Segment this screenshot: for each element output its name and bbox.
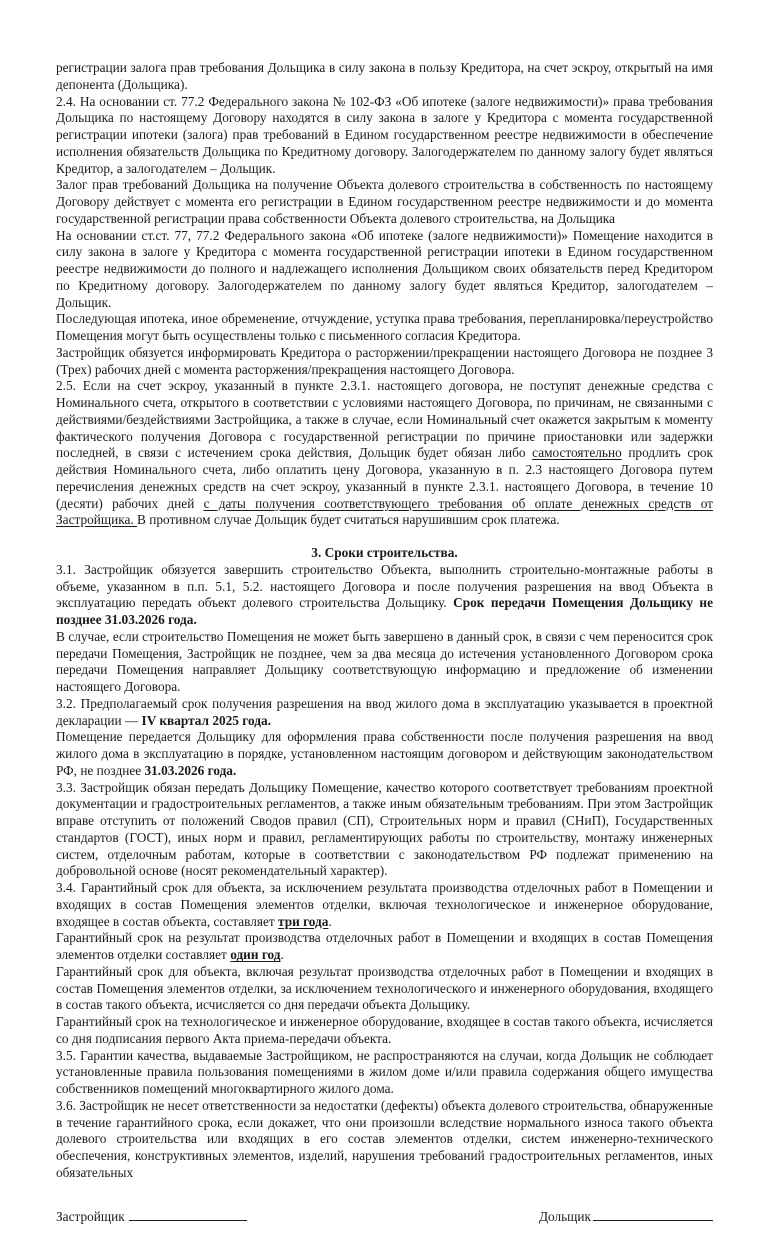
paragraph-finish-warranty xyxy=(56,930,713,964)
underlined-text: с даты получения соответствующего требования об оплате денежных средств от Застройщика. xyxy=(56,495,713,528)
text: продлить срок действия Номинального счета, либо оплатить цену Договора, указанную в п. 2.3 настоящего Договора путем перечисления денежных средств на счет эскроу, указанный в пункте 2.3.1. настоящего Договора, в течение 10 (десяти) рабочих дней xyxy=(56,445,713,511)
text: 3.1. Застройщик обязуется завершить строительство Объекта, выполнить строительно-монтажные работы в объеме, указанном в п.п. 5.1, 5.2. настоящего Договора и после получения разрешения на ввод Объекта в эксплуатацию передать объект долевого строительства Дольщику. xyxy=(56,561,713,611)
developer-label: Застройщик xyxy=(56,1208,125,1224)
text: Помещение передается Дольщику для оформления права собственности после получения разрешения на ввод жилого дома в эксплуатацию в порядке, установленном настоящим договором и действующим законодательством РФ, не позднее xyxy=(56,729,713,778)
signature-row xyxy=(56,1208,713,1226)
paragraph-subsequent-mortgage: Последующая ипотека, иное обременение, отчуждение, уступка права требования, перепланировка/переустройство Помещения могут быть осуществлены только с письменного согласия Кредитора. xyxy=(56,311,713,343)
text: 3.4. Гарантийный срок для объекта, за исключением результата производства отделочных работ в Помещении и входящих в состав Помещения элементов отделки, включая технологическое и инженерное оборудование, входящее в состав объекта, составляет xyxy=(56,880,713,929)
paragraph-pledge: Залог прав требований Дольщика на получение Объекта долевого строительства в собственность по настоящему Договору действует с момента его регистрации в Едином государственном реестре недвижимости и до момента государственной регистрации права собственности Объекта долевого строительства, на Дольщика xyxy=(56,177,713,226)
paragraph-object-warranty: Гарантийный срок для объекта, включая результат производства отделочных работ в Помещении и входящих в состав Помещения элементов отделки, за исключением технологического и инженерного оборудования, входящего в состав такого объекта, исчисляется со дня передачи объекта Дольщику. xyxy=(56,963,713,1013)
underlined-text: самостоятельно xyxy=(532,445,622,461)
developer-signature xyxy=(56,1208,247,1226)
shareholder-signature xyxy=(539,1208,713,1226)
paragraph-2-5 xyxy=(56,378,713,529)
text: . xyxy=(328,913,332,929)
bold-deadline: Срок передачи Помещения Дольщику не позднее 31.03.2026 года. xyxy=(56,595,713,627)
text: 3.2. Предполагаемый срок получения разрешения на ввод жилого дома в эксплуатацию указывается в проектной декларации — xyxy=(56,695,713,728)
paragraph-3-3: 3.3. Застройщик обязан передать Дольщику Помещение, качество которого соответствует требованиям проектной документации и градостроительных регламентов, а также иным обязательным требованиям. При этом Застройщик вправе отступить от положений Сводов правил (СП), Строительных норм и правил (СНиП), Государственных стандартов (ГОСТ), иных норм и правил, регламентирующих работы по строительству, монтажу инженерных систем, отделочным работам, которые в соответствии с законодательством РФ подлежат применению на добровольной основе (носят рекомендательный характер). xyxy=(56,779,713,879)
signature-line xyxy=(593,1208,713,1221)
text: Гарантийный срок на результат производства отделочных работ в Помещении и входящих в состав Помещения элементов отделки составляет xyxy=(56,930,713,962)
bold-underlined-term: один год xyxy=(230,947,281,962)
paragraph-delay: В случае, если строительство Помещения не может быть завершено в данный срок, в связи с чем переносится срок передачи Помещения, Застройщик не позднее, чем за два месяца до истечения установленного Договором срока передачи Помещения направляет Дольщику соответствующую информацию и предложение об изменении настоящего Договора. xyxy=(56,628,713,694)
paragraph-inform-creditor: Застройщик обязуется информировать Кредитора о расторжении/прекращении настоящего Договора не позднее 3 (Трех) рабочих дней с момента расторжения/прекращения настоящего Договора. xyxy=(56,344,713,377)
paragraph-3-2 xyxy=(56,696,713,730)
paragraph-3-4 xyxy=(56,880,713,930)
section-3-heading: 3. Сроки строительства. xyxy=(311,545,458,560)
paragraph-3-5: 3.5. Гарантии качества, выдаваемые Застройщиком, не распространяются на случаи, когда Дольщик не соблюдает установленные правила пользования помещениями в жилом доме и/или правила содержания общего имущества собственников помещений многоквартирного жилого дома. xyxy=(56,1047,713,1096)
paragraph-3-6: 3.6. Застройщик не несет ответственности за недостатки (дефекты) объекта долевого строительства, обнаруженные в течение гарантийного срока, если докажет, что они произошли вследствие нормального износа такого объекта долевого строительства или входящих в его состав элементов отделки, систем инженерно-технического обеспечения, конструктивных элементов, изделий, нарушения требований градостроительных регламентов, иных обязательных xyxy=(56,1097,713,1180)
paragraph-equipment-warranty: Гарантийный срок на технологическое и инженерное оборудование, входящее в состав такого объекта, исчисляется со дня подписания первого Акта приема-передачи объекта. xyxy=(56,1014,713,1046)
shareholder-label: Дольщик xyxy=(538,1208,591,1224)
bold-underlined-term: три года xyxy=(278,913,329,929)
signature-line xyxy=(129,1208,247,1221)
paragraph-legal-basis: На основании ст.ст. 77, 77.2 Федерального закона «Об ипотеке (залоге недвижимости)» Помещение находится в силу закона в залоге у Кредитора с момента государственной регистрации ипотеки в Едином государственном реестре недвижимости до полного и надлежащего исполнения Дольщиком своих обязательств перед Кредитором по Кредитному договору. Залогодержателем по данному залогу будет являться Кредитор, залогодателем – Дольщик. xyxy=(56,227,713,310)
text: В противном случае Дольщик будет считаться нарушившим срок платежа. xyxy=(137,512,560,528)
paragraph-2-4: 2.4. На основании ст. 77.2 Федерального закона № 102-ФЗ «Об ипотеке (залоге недвижимости)» права требования Дольщика по настоящему Договору находятся в силу закона в залоге у Кредитора с момента государственной регистрации ипотеки (залога) прав требований в Едином государственном реестре недвижимости в обеспечение исполнения обязательств Дольщика по Кредитному договору. Залогодержателем по данному залогу будет являться Кредитор, а залогодателем – Дольщик. xyxy=(56,93,713,176)
text: 2.5. Если на счет эскроу, указанный в пункте 2.3.1. настоящего договора, не поступят денежные средства с Номинального счета, открытого в соответствии с условиями настоящего Договора, по причинам, не связанными с действиями/бездействиями Застройщика, а также в случае, если Номинальный счет окажется закрытым к моменту фактического получения Договора с государственной регистрации по причине приостановки или задержки последней, в связи с истечением срока действия, Дольщик будет обязан либо xyxy=(56,378,713,461)
paragraph-escrow-registration: регистрации залога прав требования Дольщика в силу закона в пользу Кредитора, на счет эскроу, открытый на имя депонента (Дольщика). xyxy=(56,60,713,92)
bold-quarter: IV квартал 2025 года. xyxy=(141,712,271,728)
paragraph-transfer xyxy=(56,729,713,779)
text: . xyxy=(280,947,284,962)
paragraph-3-1 xyxy=(56,562,713,629)
bold-date: 31.03.2026 года. xyxy=(144,762,237,778)
